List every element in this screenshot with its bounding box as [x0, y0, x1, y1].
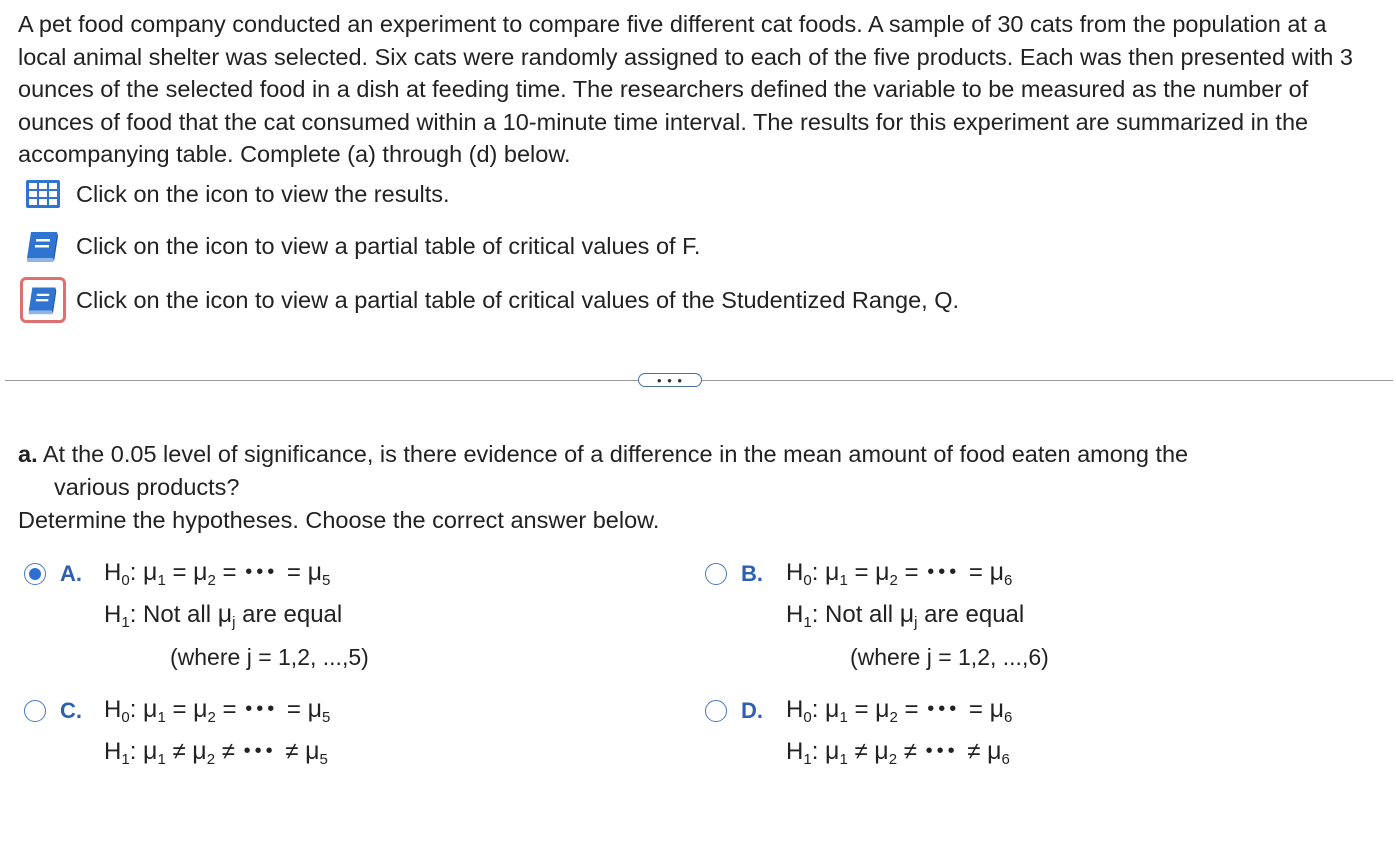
option-a-where: (where j = 1,2, ...,5) [170, 644, 369, 670]
option-a-h0: $H_0$: $\mu_1 = \mu_2$ = ••• = $\mu_5$ [104, 558, 331, 589]
book-icon[interactable] [20, 223, 66, 269]
book-icon[interactable] [20, 277, 66, 323]
option-c-h0-index: 5 [322, 709, 331, 726]
option-b-h1-text: Not all [825, 601, 894, 628]
instruction-text: Determine the hypotheses. Choose the correct answer below. [18, 507, 660, 533]
option-a-radio[interactable] [24, 563, 46, 585]
part-label: a. [18, 441, 38, 467]
option-a-h0-index: 5 [322, 572, 331, 589]
grid-table-icon[interactable] [20, 171, 66, 217]
problem-statement: A pet food company conducted an experiment to compare five different cat foods. A sample of 30 cats from the population at a local animal shelter was selected. Six cats were randomly assigned to each of the five products. Each was then presented with 3 ounces of the selected food in a dish at feeding time. The researchers defined the variable to be measured as the number of ounces of food that the cat consumed within a 10-minute time interval. The results for this experiment are summarized in the accompanying table. Complete (a) through (d) below. [18, 11, 1353, 168]
option-d-h0: $H_0$: $\mu_1 = \mu_2$ = ••• = $\mu_6$ [786, 695, 1013, 726]
option-b-radio[interactable] [705, 563, 727, 585]
option-a-h1-text: Not all [143, 601, 212, 628]
option-c-h1: $H_1$: $\mu_1 \ne \mu_2$ ≠ ••• ≠ $\mu_5$ [104, 737, 328, 768]
view-q-table-label: Click on the icon to view a partial table of critical values of the Studentized Range, Q. [76, 286, 960, 313]
option-a-h1-suffix: are equal [242, 601, 343, 628]
option-d-h1: $H_1$: $\mu_1 \ne \mu_2$ ≠ ••• ≠ $\mu_6$ [786, 737, 1010, 768]
option-b-h0-index: 6 [1004, 572, 1013, 589]
option-d-h1-index: 6 [1001, 751, 1010, 768]
view-results-label: Click on the icon to view the results. [76, 180, 450, 207]
option-b-h1-suffix: are equal [924, 601, 1025, 628]
option-c-letter[interactable]: C. [60, 698, 82, 723]
option-c-h1-index: 5 [319, 751, 328, 768]
option-c-radio[interactable] [24, 700, 46, 722]
view-q-table-link[interactable] [20, 277, 959, 323]
option-d-h0-index: 6 [1004, 709, 1013, 726]
question-part-a [18, 438, 1188, 471]
option-b-where: (where j = 1,2, ...,6) [850, 644, 1049, 670]
option-d-letter[interactable]: D. [741, 698, 763, 723]
question-text-line2: various products? [54, 474, 240, 500]
option-a-h1: $H_1$: Not all $\mu_j$ are equal [104, 600, 343, 631]
expand-button[interactable]: • • • [638, 373, 702, 387]
option-c-h0: $H_0$: $\mu_1 = \mu_2$ = ••• = $\mu_5$ [104, 695, 331, 726]
view-f-table-label: Click on the icon to view a partial table of critical values of F. [76, 232, 701, 259]
question-text-line1: At the 0.05 level of significance, is there evidence of a difference in the mean amount of food eaten among the [42, 441, 1189, 467]
option-a-letter[interactable]: A. [60, 561, 82, 586]
option-b-h0: $H_0$: $\mu_1 = \mu_2$ = ••• = $\mu_6$ [786, 558, 1013, 589]
view-f-table-link[interactable] [20, 223, 700, 269]
option-b-h1: $H_1$: Not all $\mu_j$ are equal [786, 600, 1025, 631]
option-d-radio[interactable] [705, 700, 727, 722]
option-b-letter[interactable]: B. [741, 561, 763, 586]
view-results-link[interactable] [20, 171, 450, 217]
